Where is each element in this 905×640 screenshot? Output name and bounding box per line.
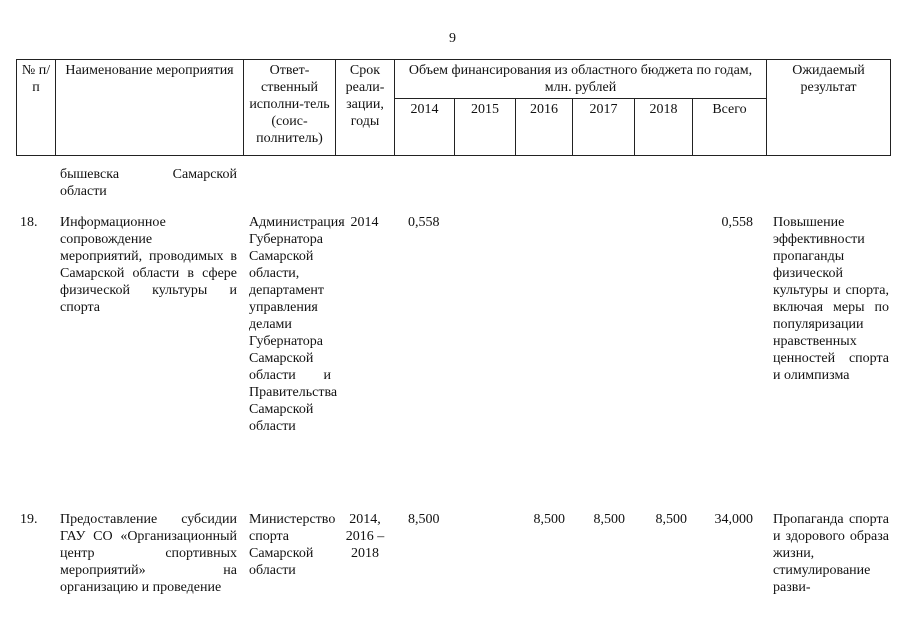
row-result: Повышение эффективности пропаганды физической культуры и спорта, включая меры по популяризации нравственных ценностей спорта и олимпизма bbox=[773, 215, 889, 383]
row-executor: Администрация Губернатора Самарской области, департамент управления делами Губернатора Самарской области и Правительства Самарской области bbox=[249, 215, 345, 434]
row-2014: 8,500 bbox=[408, 512, 440, 527]
continuation-text: бышевска Самарской области bbox=[60, 167, 237, 199]
row-executor: Министерство спорта Самарской области bbox=[249, 512, 336, 578]
row-total: 34,000 bbox=[714, 512, 753, 527]
row-term: 2014, 2016 – 2018 bbox=[345, 512, 385, 561]
row-name: Информационное сопровождение мероприятий, проводимых в Самарской области в сфере физической культуры и спорта bbox=[60, 215, 237, 315]
header-year-2018: 2018 bbox=[635, 99, 693, 156]
row-2017: 8,500 bbox=[593, 512, 625, 527]
header-result: Ожидаемый результат bbox=[767, 60, 891, 156]
row-total: 0,558 bbox=[721, 215, 753, 230]
row-num: 18. bbox=[20, 215, 38, 230]
header-year-2014: 2014 bbox=[395, 99, 455, 156]
header-funding: Объем финансирования из областного бюджета по годам, млн. рублей bbox=[395, 60, 767, 99]
header-name: Наименование мероприятия bbox=[56, 60, 244, 156]
header-year-2015: 2015 bbox=[455, 99, 516, 156]
row-name: Предоставление субсидии ГАУ СО «Организационный центр спортивных мероприятий» на организацию и проведение bbox=[60, 512, 237, 595]
header-executor: Ответ-ственный исполни-тель (соис-полнитель) bbox=[244, 60, 336, 156]
row-2018: 8,500 bbox=[655, 512, 687, 527]
header-year-total: Всего bbox=[693, 99, 767, 156]
row-term: 2014 bbox=[350, 215, 379, 230]
header-term: Срок реали-зации, годы bbox=[336, 60, 395, 156]
row-num: 19. bbox=[20, 512, 38, 527]
header-year-2017: 2017 bbox=[573, 99, 635, 156]
row-result: Пропаганда спорта и здорового образа жизни, стимулирование разви- bbox=[773, 512, 889, 595]
row-2016: 8,500 bbox=[533, 512, 565, 527]
header-year-2016: 2016 bbox=[516, 99, 573, 156]
header-num: № п/п bbox=[17, 60, 56, 156]
row-2014: 0,558 bbox=[408, 215, 440, 230]
page-number: 9 bbox=[449, 31, 456, 46]
